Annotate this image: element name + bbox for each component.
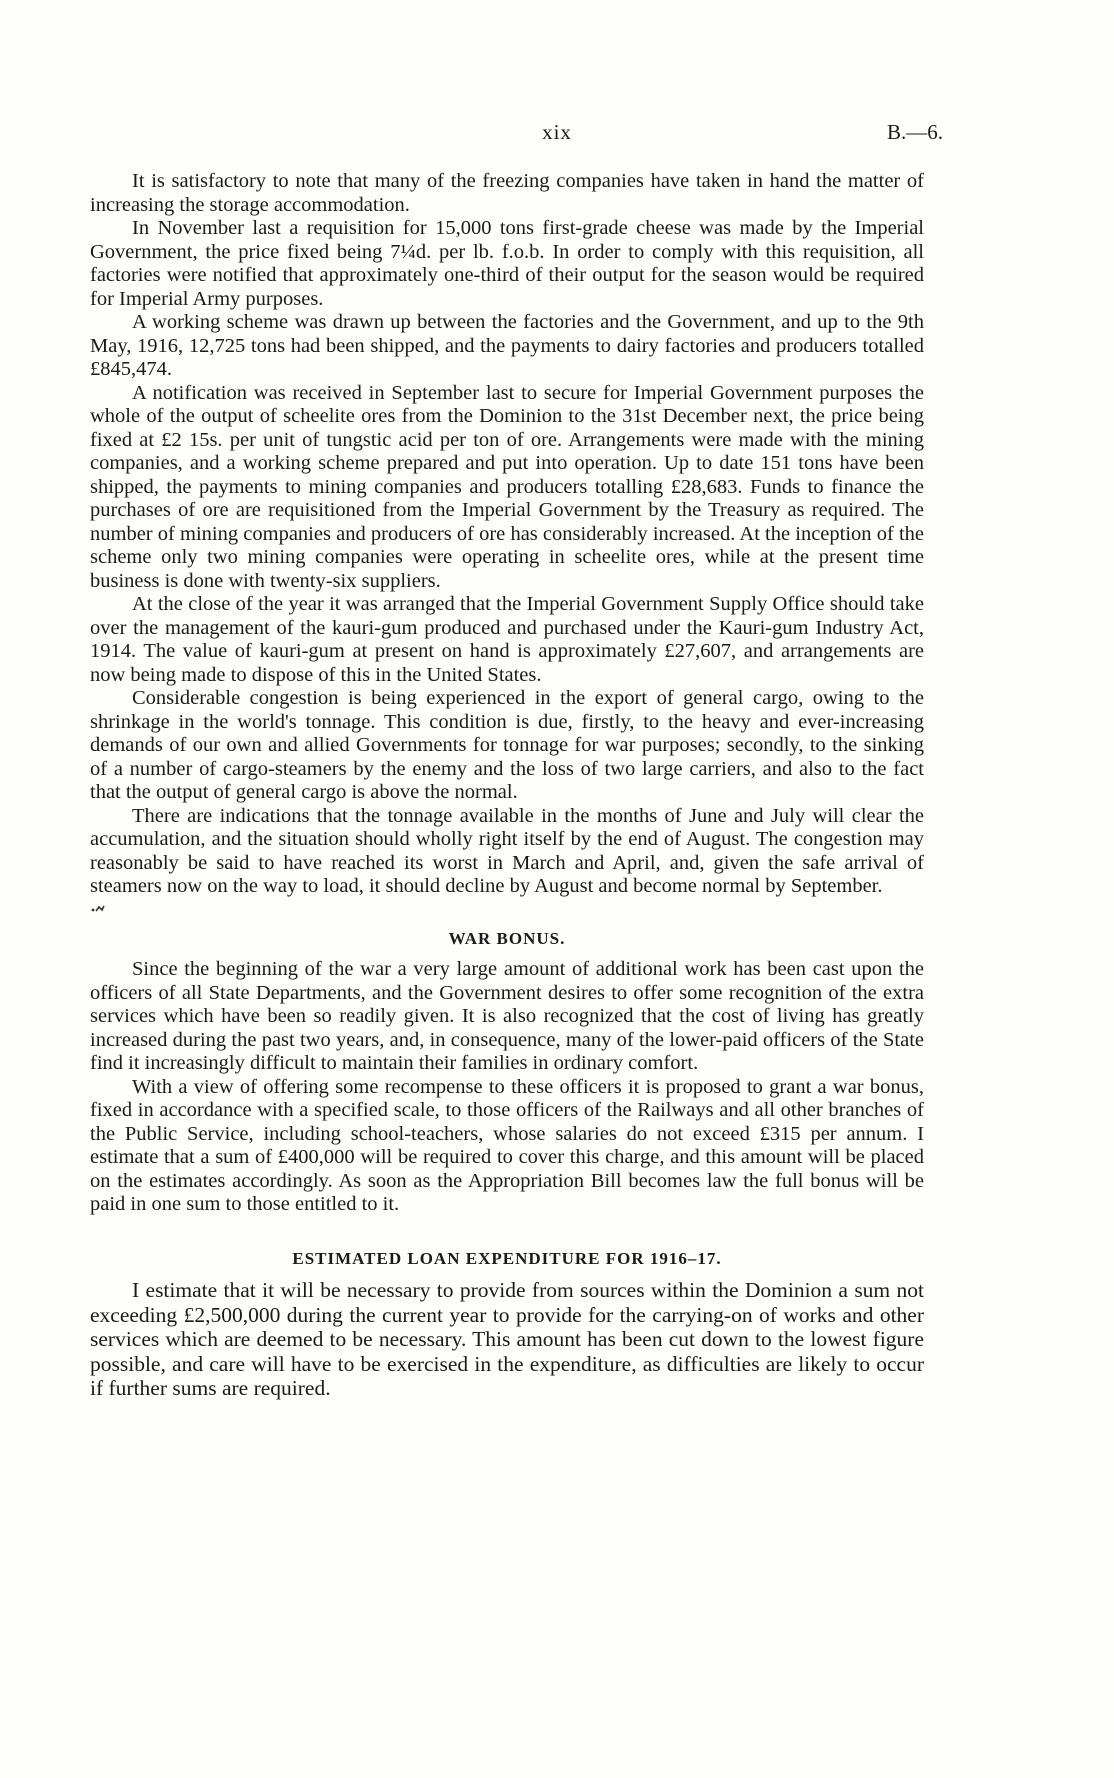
paragraph: With a view of offering some recompense to these officers it is proposed to grant a war bonus, fixed in accordance with a specified scale, to those officers of the Railways and all other branches of the Public Service, including school-teachers, whose salaries do not exceed £315 per annum. I estimate that a sum of £400,000 will be required to cover this charge, and this amount will be placed on the estimates accordingly. As soon as the Appropriation Bill becomes law the full bonus will be paid in one sum to those entitled to it.	[90, 1075, 924, 1215]
page-number: xix	[542, 120, 572, 144]
page-header	[0, 120, 1114, 150]
ink-mark-graphic	[90, 901, 106, 915]
paragraph: In November last a requisition for 15,000 tons first-grade cheese was made by the Imperial Government, the price fixed being 7¼d. per lb. f.o.b. In order to comply with this requisition, all factories were notified that approximately one-third of their output for the season would be required for Imperial Army purposes.	[90, 217, 924, 310]
paragraph: At the close of the year it was arranged that the Imperial Government Supply Office should take over the management of the kauri-gum produced and purchased under the Kauri-gum Industry Act, 1914. The value of kauri-gum at present on hand is approximately £27,607, and arrangements are now being made to dispose of this in the United States.	[90, 593, 924, 686]
paragraph: Considerable congestion is being experienced in the export of general cargo, owing to the shrinkage in the world's tonnage. This condition is due, firstly, to the heavy and ever-increasing demands of our own and allied Governments for tonnage for war purposes; secondly, to the sinking of a number of cargo-steamers by the enemy and the loss of two large carriers, and also to the fact that the output of general cargo is above the normal.	[90, 687, 924, 803]
paragraph: A working scheme was drawn up between the factories and the Government, and up to the 9th May, 1916, 12,725 tons had been shipped, and the payments to dairy factories and producers totalled £845,474.	[90, 311, 924, 380]
loan-expenditure-heading: ESTIMATED LOAN EXPENDITURE FOR 1916–17.	[292, 1248, 722, 1268]
paragraph: It is satisfactory to note that many of the freezing companies have taken in hand the matter of increasing the storage accommodation.	[90, 170, 924, 216]
ink-mark	[90, 901, 924, 921]
paragraph: Since the beginning of the war a very large amount of additional work has been cast upon the officers of all State Departments, and the Government desires to offer some recognition of the extra services which have been so readily given. It is also recognized that the cost of living has greatly increased during the past two years, and, in consequence, many of the lower-paid officers of the State find it increasingly difficult to maintain their families in ordinary comfort.	[90, 958, 924, 1074]
war-bonus-heading: WAR BONUS.	[448, 928, 566, 948]
paragraph: I estimate that it will be necessary to provide from sources within the Dominion a sum not exceeding £2,500,000 during the current year to provide for the carrying-on of works and other services which are deemed to be necessary. This amount has been cut down to the lowest figure possible, and care will have to be exercised in the expenditure, as difficulties are likely to occur if further sums are required.	[90, 1278, 924, 1400]
document-reference: B.—6.	[886, 120, 943, 144]
paragraph: A notification was received in September last to secure for Imperial Government purposes the whole of the output of scheelite ores from the Dominion to the 31st December next, the price being fixed at £2 15s. per unit of tungstic acid per ton of ore. Arrangements were made with the mining companies, and a working scheme prepared and put into operation. Up to date 151 tons have been shipped, the payments to mining companies and producers totalling £28,683. Funds to finance the purchases of ore are requisitioned from the Imperial Government by the Treasury as required. The number of mining companies and producers of ore has considerably increased. At the inception of the scheme only two mining companies were operating in scheelite ores, while at the present time business is done with twenty-six suppliers.	[90, 381, 924, 592]
body-text	[90, 170, 924, 1401]
loan-expenditure-section	[90, 1278, 924, 1401]
paragraph: There are indications that the tonnage available in the months of June and July will clear the accumulation, and the situation should wholly right itself by the end of August. The congestion may reasonably be said to have reached its worst in March and April, and, given the safe arrival of steamers now on the way to load, it should decline by August and become normal by September.	[90, 804, 924, 897]
